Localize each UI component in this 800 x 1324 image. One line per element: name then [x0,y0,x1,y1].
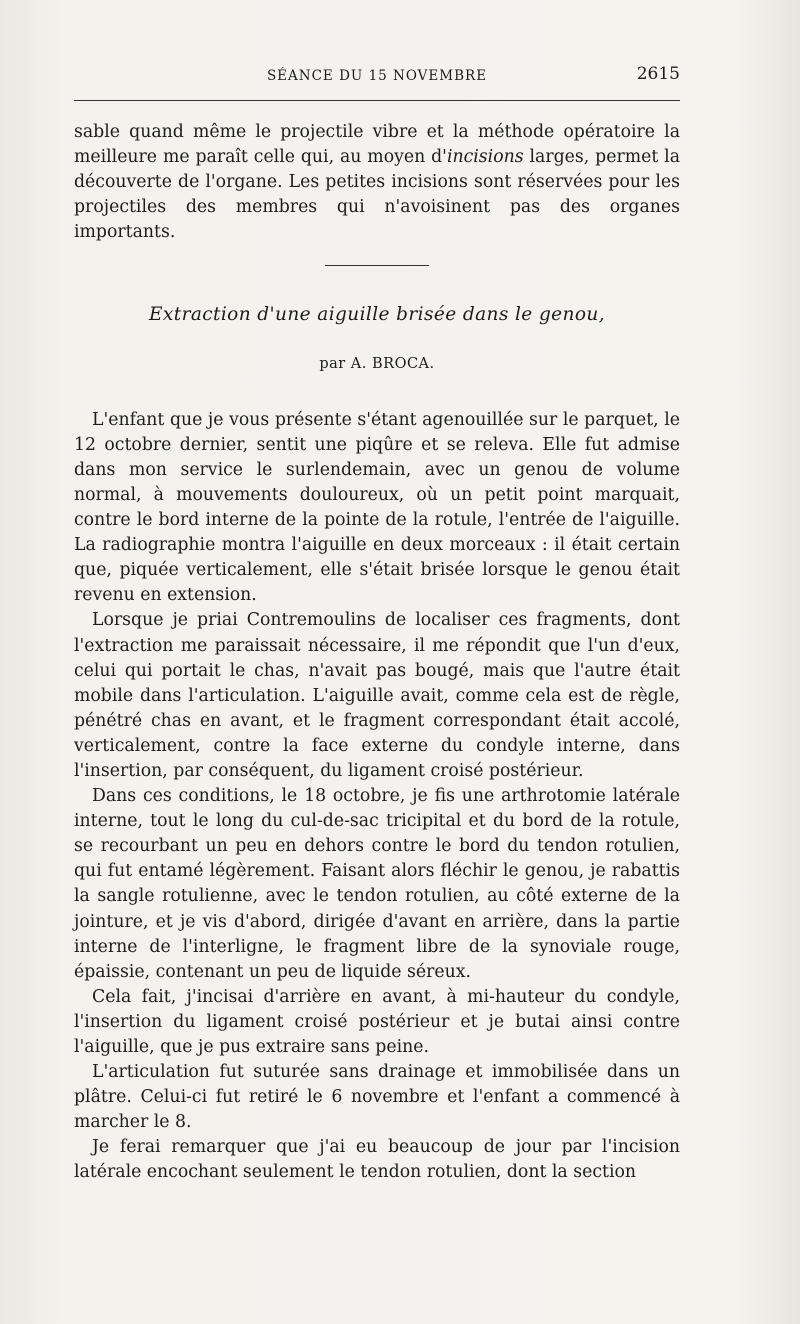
intro-paragraph [74,120,680,245]
header-rule [74,100,680,101]
body-text [74,120,680,1186]
section-separator [325,265,429,266]
running-head-title: SÉANCE DU 15 NOVEMBRE [266,68,488,84]
spacer [74,377,680,408]
article-author: par A. BROCA. [319,355,435,372]
paragraph: Dans ces conditions, le 18 octobre, je fis une arthrotomie latérale interne, tout le long du cul-de-sac tricipital et du bord de la rotule, se recourbant un peu en dehors contre le bord du tendon rotulien, qui fut entamé légèrement. Faisant alors fléchir le genou, je rabattis la sangle rotulienne, avec le tendon rotulien, au côté externe de la jointure, et je vis d'abord, dirigée d'avant en arrière, dans la partie interne de l'interligne, le fragment libre de la synoviale rouge, épaissie, contenant un peu de liquide séreux. [74,786,680,982]
running-head [74,64,680,88]
paragraph: L'enfant que je vous présente s'étant agenouillée sur le parquet, le 12 octobre dernier, sentit une piqûre et se releva. Elle fut admise dans mon service le surlendemain, avec un genou de volume normal, à mouvements douloureux, où un petit point marquait, contre le bord interne de la pointe de la rotule, l'entrée de l'aiguille. La radiographie montra l'aiguille en deux morceaux : il était certain que, piquée verticalement, elle s'était brisée lorsque le genou était revenu en extension. [74,409,680,606]
paragraph: Cela fait, j'incisai d'arrière en avant, à mi-hauteur du condyle, l'insertion du ligament croisé postérieur et je butai ainsi contre l'aiguille, que je pus extraire sans peine. [74,986,680,1057]
article-title: Extraction d'une aiguille brisée dans le genou, [149,304,605,326]
intro-emphasis: incisions [446,147,524,168]
intro-before: sable quand même le projectile vibre et la méthode opératoire la meilleure me paraît celle qui, au moyen d' [74,122,680,168]
intro-after: larges, permet la découverte de l'organe. Les petites incisions sont réservées pour les projectiles des membres qui n'avoisinent pas des organes importants. [74,147,680,243]
page-number: 2615 [636,64,680,84]
paragraph: Lorsque je priai Contremoulins de localiser ces fragments, dont l'extraction me paraissait nécessaire, il me répondit que l'un d'eux, celui qui portait le chas, n'avait pas bougé, mais que l'autre était mobile dans l'articulation. L'aiguille avait, comme cela est de règle, pénétré chas en avant, et le fragment correspondant était accolé, verticalement, contre la face externe du condyle interne, dans l'insertion, par conséquent, du ligament croisé postérieur. [74,610,680,781]
paragraph: Je ferai remarquer que j'ai eu beaucoup de jour par l'incision latérale encochant seulement le tendon rotulien, dont la section [74,1137,680,1183]
paragraph: L'articulation fut suturée sans drainage et immobilisée dans un plâtre. Celui-ci fut retiré le 6 novembre et l'enfant a commencé à marcher le 8. [74,1062,680,1133]
